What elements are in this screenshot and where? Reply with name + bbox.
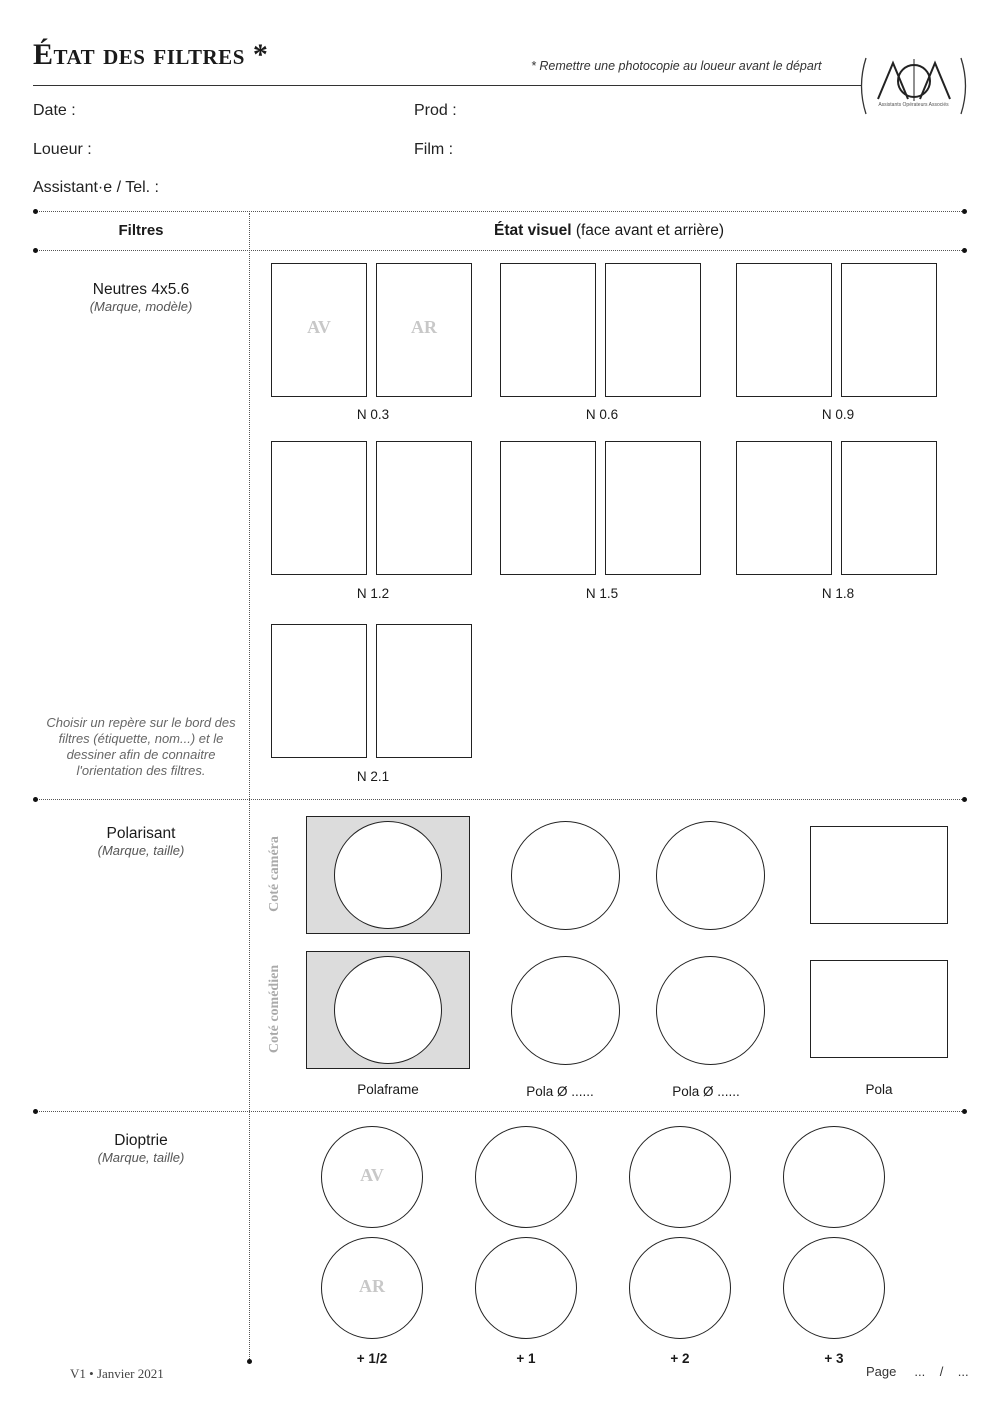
column-header-visual — [252, 222, 966, 240]
filter-face-box[interactable] — [271, 441, 367, 575]
divider-top — [36, 211, 966, 212]
filter-label: N 0.3 — [356, 407, 390, 422]
pola-circle[interactable] — [656, 956, 765, 1065]
filter-label: N 2.1 — [356, 769, 390, 784]
filter-face-box[interactable] — [376, 263, 472, 397]
divider-dot — [33, 1109, 38, 1114]
dioptrie-label: + 3 — [824, 1351, 844, 1366]
filter-label: N 1.8 — [821, 586, 855, 601]
divider-dot — [962, 1109, 967, 1114]
pola-label: Pola Ø ...... — [526, 1084, 594, 1099]
section-title-polarisant: Polarisant — [106, 825, 176, 842]
date-label[interactable]: Date : — [33, 102, 76, 119]
divider-dot — [962, 209, 967, 214]
pola-circle[interactable] — [656, 821, 765, 930]
dioptrie-circle[interactable] — [321, 1237, 423, 1339]
divider-dot — [962, 797, 967, 802]
pola-rect-box[interactable] — [810, 960, 948, 1058]
dioptrie-circle[interactable] — [321, 1126, 423, 1228]
filter-face-box[interactable] — [271, 263, 367, 397]
column-divider — [249, 213, 250, 1361]
film-label[interactable]: Film : — [414, 141, 454, 158]
divider-polarisant — [36, 799, 966, 800]
pola-label: Pola — [865, 1082, 893, 1097]
column-header-filters: Filtres — [118, 222, 164, 239]
av-watermark: AV — [360, 1165, 384, 1185]
pola-label: Polaframe — [357, 1082, 419, 1097]
filter-face-box[interactable] — [271, 624, 367, 758]
filter-face-box[interactable] — [841, 263, 937, 397]
logo-subtitle: Assistants Opérateurs Associés — [878, 102, 949, 108]
visual-header-rest: (face avant et arrière) — [571, 222, 724, 239]
pola-circle[interactable] — [511, 956, 620, 1065]
orientation-hint: Choisir un repère sur le bord des filtres (étiquette, nom...) et le dessiner afin de connaitre l'orientation des filtres. — [46, 715, 236, 778]
divider-dot — [247, 1359, 252, 1364]
aoa-logo — [856, 55, 971, 117]
dioptrie-circle[interactable] — [783, 1237, 885, 1339]
title-underline — [33, 85, 861, 86]
section-title-neutres: Neutres 4x5.6 — [92, 281, 190, 298]
dioptrie-circle[interactable] — [783, 1126, 885, 1228]
dioptrie-circle[interactable] — [475, 1126, 577, 1228]
filter-face-box[interactable] — [500, 441, 596, 575]
filter-face-box[interactable] — [376, 441, 472, 575]
filter-label: N 1.2 — [356, 586, 390, 601]
pola-label: Pola Ø ...... — [672, 1084, 740, 1099]
section-subtitle-polarisant: (Marque, taille) — [97, 843, 185, 858]
ar-watermark: AR — [411, 317, 437, 337]
divider-dot — [33, 797, 38, 802]
dioptrie-circle[interactable] — [629, 1237, 731, 1339]
filter-face-box[interactable] — [841, 441, 937, 575]
page-number: Page ... / ... — [866, 1364, 969, 1379]
side-label-comedien: Coté comédien — [267, 964, 282, 1054]
divider-dot — [33, 209, 38, 214]
title-rest: tat des filtres — [53, 38, 245, 71]
filter-label: N 1.5 — [585, 586, 619, 601]
prod-label[interactable]: Prod : — [414, 102, 457, 119]
filter-face-box[interactable] — [500, 263, 596, 397]
visual-header-bold: État visuel — [493, 222, 572, 239]
dioptrie-label: + 1/2 — [356, 1351, 388, 1366]
divider-dioptrie — [36, 1111, 966, 1112]
title-first-letter: É — [33, 38, 54, 71]
pola-rect-box[interactable] — [810, 826, 948, 924]
section-subtitle-neutres: (Marque, modèle) — [89, 299, 193, 314]
dioptrie-circle[interactable] — [475, 1237, 577, 1339]
divider-header — [36, 250, 966, 251]
filter-face-box[interactable] — [376, 624, 472, 758]
version-footer: V1 • Janvier 2021 — [70, 1366, 164, 1381]
page-title — [33, 38, 268, 72]
filter-face-box[interactable] — [736, 263, 832, 397]
section-subtitle-dioptrie: (Marque, taille) — [97, 1150, 185, 1165]
divider-dot — [962, 248, 967, 253]
av-watermark: AV — [307, 317, 331, 337]
filter-label: N 0.6 — [585, 407, 619, 422]
divider-dot — [33, 248, 38, 253]
side-label-camera: Coté caméra — [267, 836, 282, 912]
filter-face-box[interactable] — [605, 441, 701, 575]
filter-face-box[interactable] — [736, 441, 832, 575]
filter-face-box[interactable] — [605, 263, 701, 397]
dioptrie-label: + 1 — [516, 1351, 536, 1366]
ar-watermark: AR — [359, 1276, 385, 1296]
title-star: * — [244, 38, 269, 71]
pola-circle[interactable] — [511, 821, 620, 930]
pola-circle[interactable] — [334, 956, 442, 1064]
dioptrie-label: + 2 — [670, 1351, 690, 1366]
filter-label: N 0.9 — [821, 407, 855, 422]
photocopy-note: * Remettre une photocopie au loueur avant le départ — [531, 59, 822, 73]
dioptrie-circle[interactable] — [629, 1126, 731, 1228]
assistant-label[interactable]: Assistant·e / Tel. : — [33, 179, 159, 196]
pola-circle[interactable] — [334, 821, 442, 929]
section-title-dioptrie: Dioptrie — [114, 1132, 168, 1149]
loueur-label[interactable]: Loueur : — [33, 141, 92, 158]
